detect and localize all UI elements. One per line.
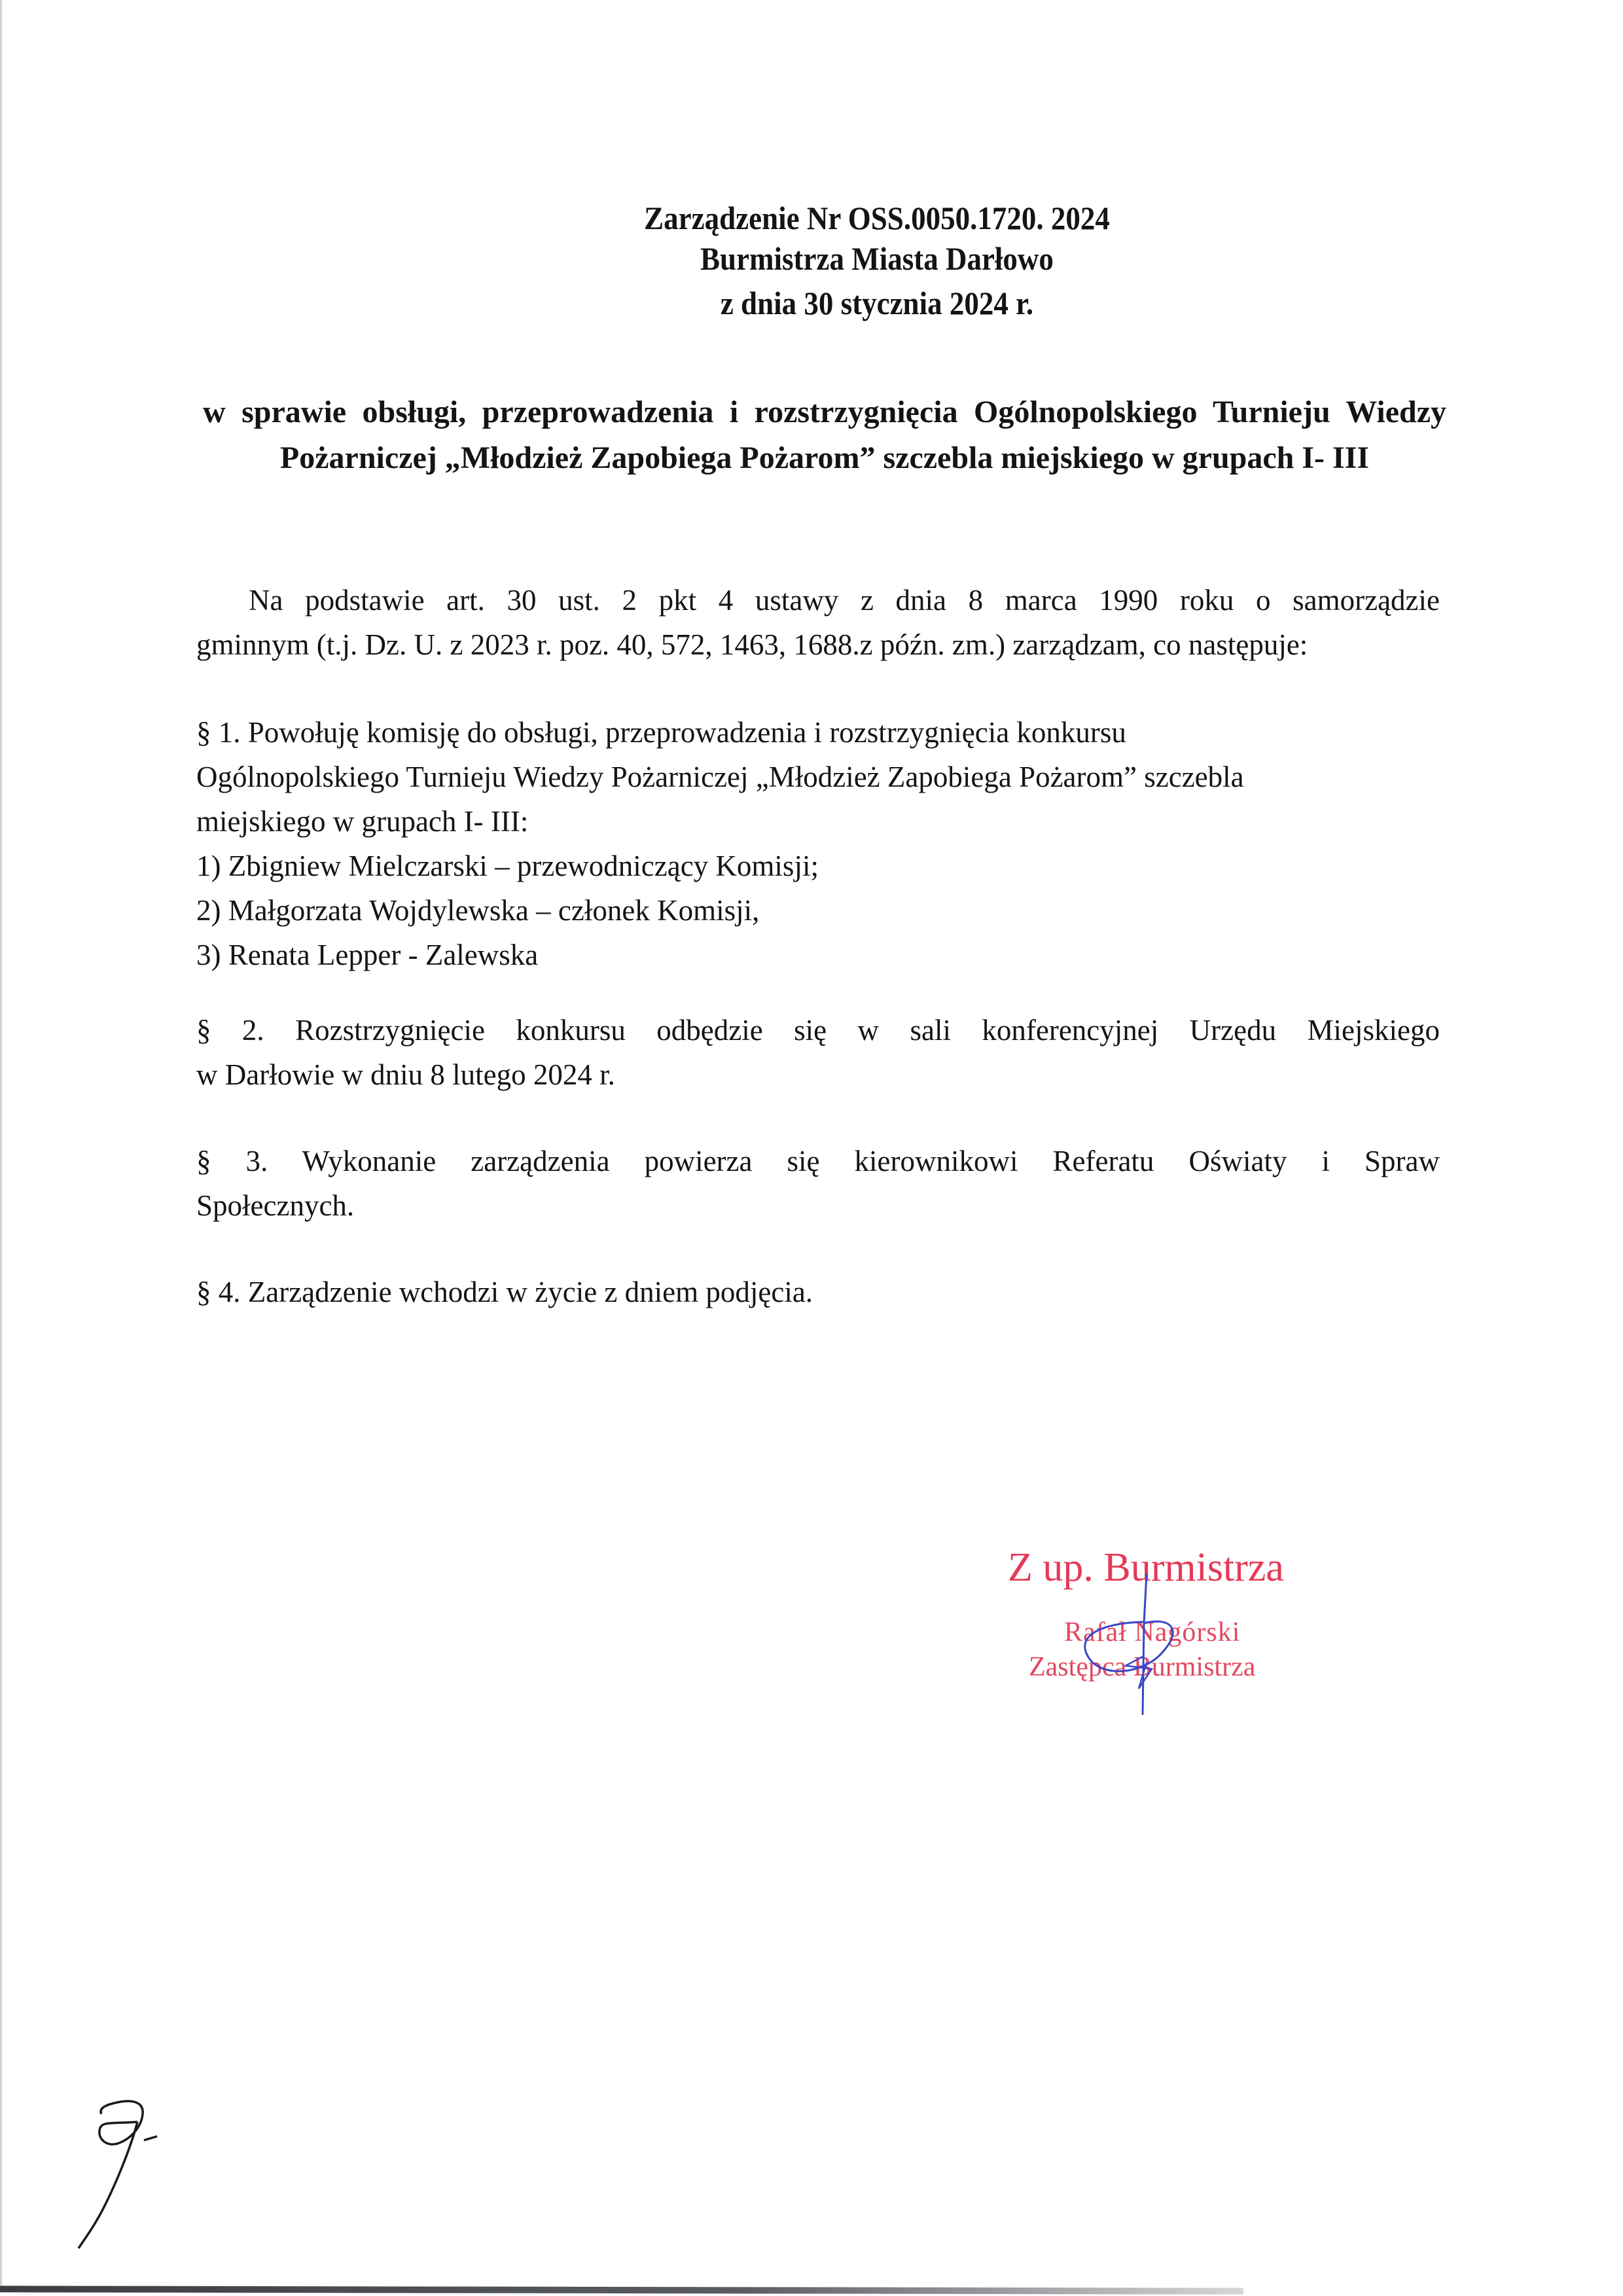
section-1-line-3: miejskiego w grupach I- III: [196, 805, 529, 838]
section-1-line-2: Ogólnopolskiego Turnieju Wiedzy Pożarniczej „Młodzież Zapobiega Pożarom” szczebla [196, 761, 1244, 793]
scan-edge [0, 0, 2, 2288]
section-3-line-2: Społecznych. [196, 1189, 355, 1222]
stamp-title: Z up. Burmistrza [1008, 1545, 1284, 1590]
ordinance-subject [203, 389, 1446, 481]
section-3-line-1: § 3. Wykonanie zarządzenia powierza się kierownikowi Referatu Oświaty i Spraw [196, 1145, 1440, 1177]
preamble [196, 578, 1440, 667]
scan-shadow [0, 2286, 1243, 2294]
stamp-role: Zastępca Burmistrza [1029, 1652, 1256, 1682]
subject-line-2: Pożarniczej „Młodzież Zapobiega Pożarom” szczebla miejskiego w grupach I- III [279, 440, 1370, 475]
committee-member: 1) Zbigniew Mielczarski – przewodniczący Komisji; [196, 850, 819, 882]
section-4 [196, 1270, 1440, 1314]
section-1 [196, 710, 1440, 977]
stamp-name: Rafał Nagórski [1064, 1617, 1241, 1647]
preamble-line-1: Na podstawie art. 30 ust. 2 pkt 4 ustawy z dnia 8 marca 1990 roku o samorządzie [249, 584, 1440, 617]
committee-member: 2) Małgorzata Wojdylewska – członek Komisji, [196, 894, 760, 927]
section-2-line-2: w Darłowie w dniu 8 lutego 2024 r. [196, 1058, 615, 1091]
ordinance-number: Zarządzenie Nr OSS.0050.1720. 2024 [644, 200, 1110, 236]
ordinance-date: z dnia 30 stycznia 2024 r. [720, 285, 1034, 321]
section-1-line-1: § 1. Powołuję komisję do obsługi, przeprowadzenia i rozstrzygnięcia konkursu [196, 716, 1126, 749]
initials-icon [59, 2094, 190, 2265]
committee-member: 3) Renata Lepper - Zalewska [196, 939, 539, 971]
section-4-line-1: § 4. Zarządzenie wchodzi w życie z dniem podjęcia. [196, 1276, 813, 1308]
issuing-authority: Burmistrza Miasta Darłowo [700, 240, 1054, 277]
section-2 [196, 1008, 1440, 1097]
signature-icon [1073, 1571, 1178, 1715]
section-2-line-1: § 2. Rozstrzygnięcie konkursu odbędzie się w sali konferencyjnej Urzędu Miejskiego [196, 1014, 1440, 1047]
subject-line-1: w sprawie obsługi, przeprowadzenia i rozstrzygnięcia Ogólnopolskiego Turnieju Wiedzy [203, 395, 1446, 429]
section-3 [196, 1139, 1440, 1228]
preamble-line-2: gminnym (t.j. Dz. U. z 2023 r. poz. 40, 572, 1463, 1688.z późn. zm.) zarządzam, co następuje: [196, 628, 1308, 661]
